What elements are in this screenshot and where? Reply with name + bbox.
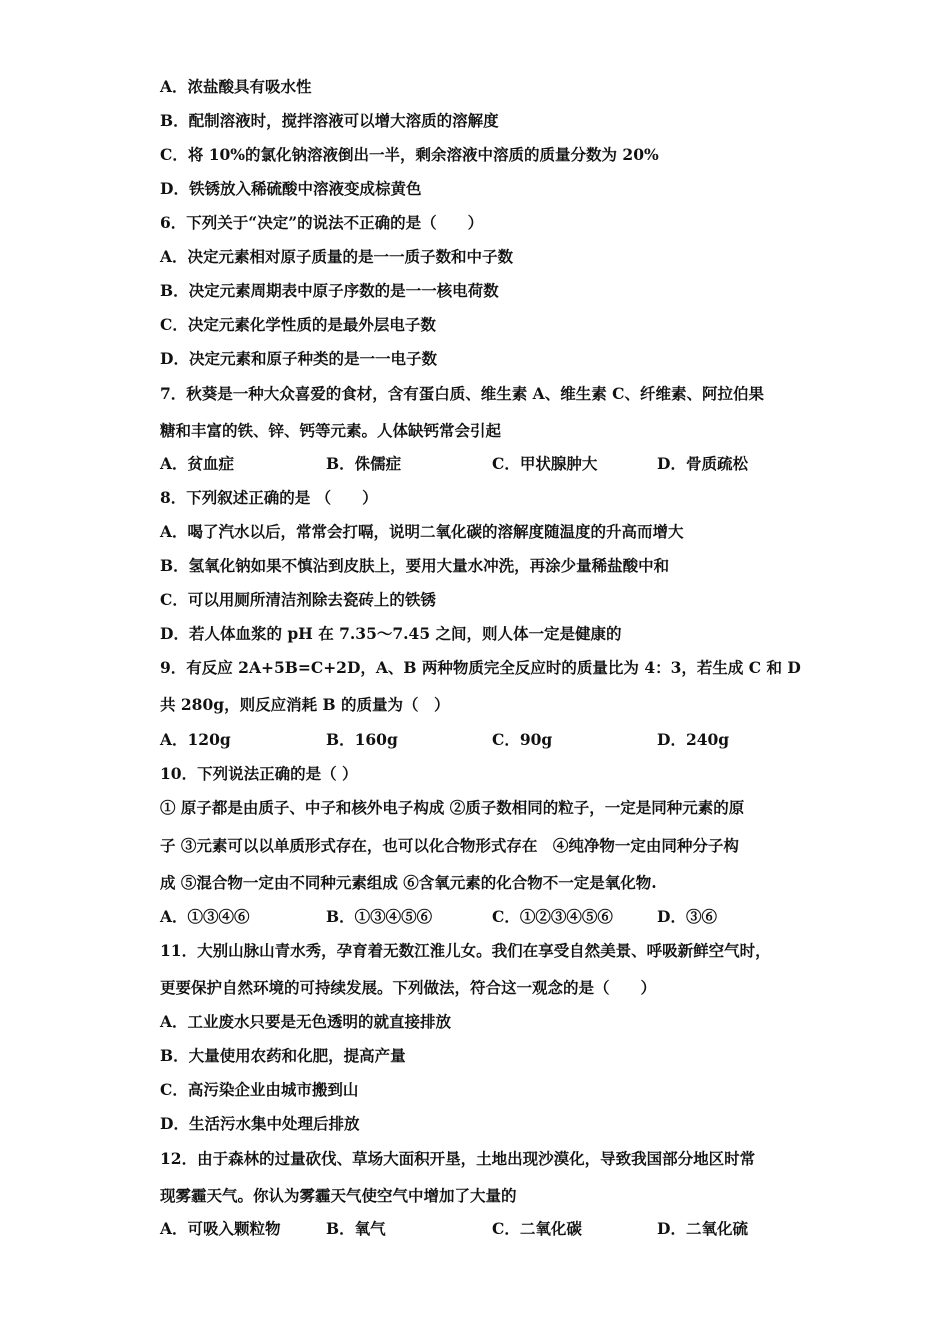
q10-body-line1: ① 原子都是由质子、中子和核外电子构成 ②质子数相同的粒子，一定是同种元素的原 xyxy=(160,798,745,817)
q5-option-d: D．铁锈放入稀硫酸中溶液变成棕黄色 xyxy=(160,179,422,198)
q5-option-c: C．将 10%的氯化钠溶液倒出一半，剩余溶液中溶质的质量分数为 20% xyxy=(160,145,659,164)
q10-body-line3: 成 ⑤混合物一定由不同种元素组成 ⑥含氧元素的化合物不一定是氧化物. xyxy=(160,873,657,892)
q6-option-c: C．决定元素化学性质的是最外层电子数 xyxy=(160,315,436,334)
q10-option-a: A．①③④⑥ xyxy=(160,907,250,926)
q6-option-a: A．决定元素相对原子质量的是一一质子数和中子数 xyxy=(160,247,514,266)
q9-option-d: D．240g xyxy=(657,730,730,749)
q8-option-b: B．氢氧化钠如果不慎沾到皮肤上，要用大量水冲洗，再涂少量稀盐酸中和 xyxy=(160,556,670,575)
q7-stem-line1: 7．秋葵是一种大众喜爱的食材，含有蛋白质、维生素 A、维生素 C、纤维素、阿拉伯果 xyxy=(160,384,764,403)
q9-option-b: B．160g xyxy=(326,730,398,749)
q12-stem-line1: 12．由于森林的过量砍伐、草场大面积开垦，土地出现沙漠化，导致我国部分地区时常 xyxy=(160,1149,756,1168)
q10-body-line2: 子 ③元素可以以单质形式存在，也可以化合物形式存在 ④纯净物一定由同种分子构 xyxy=(160,836,739,855)
q11-stem-line1: 11．大别山脉山青水秀，孕育着无数江淮儿女。我们在享受自然美景、呼吸新鲜空气时， xyxy=(160,941,771,960)
q9-stem-line2: 共 280g，则反应消耗 B 的质量为（ ） xyxy=(160,695,450,714)
q9-stem-line1: 9．有反应 2A+5B=C+2D，A、B 两种物质完全反应时的质量比为 4：3，若生成 C 和 D xyxy=(160,658,801,677)
q11-option-a: A．工业废水只要是无色透明的就直接排放 xyxy=(160,1012,452,1031)
q10-option-c: C．①②③④⑤⑥ xyxy=(492,907,613,926)
q8-option-c: C．可以用厕所清洁剂除去瓷砖上的铁锈 xyxy=(160,590,436,609)
q12-option-d: D．二氧化硫 xyxy=(657,1219,748,1238)
q11-option-b: B．大量使用农药和化肥，提高产量 xyxy=(160,1046,406,1065)
q7-option-b: B．侏儒症 xyxy=(326,454,402,473)
q5-option-a: A．浓盐酸具有吸水性 xyxy=(160,77,312,96)
q12-stem-line2: 现雾霾天气。你认为雾霾天气使空气中增加了大量的 xyxy=(160,1186,517,1205)
q8-stem: 8．下列叙述正确的是 （ ） xyxy=(160,488,378,507)
q11-stem-line2: 更要保护自然环境的可持续发展。下列做法，符合这一观念的是（ ） xyxy=(160,978,657,997)
q8-option-d: D．若人体血浆的 pH 在 7.35～7.45 之间，则人体一定是健康的 xyxy=(160,624,622,643)
q6-stem: 6．下列关于“决定”的说法不正确的是（ ） xyxy=(160,213,484,232)
q11-option-d: D．生活污水集中处理后排放 xyxy=(160,1114,360,1133)
q9-option-a: A．120g xyxy=(160,730,231,749)
q10-option-d: D．③⑥ xyxy=(657,907,717,926)
q10-option-b: B．①③④⑤⑥ xyxy=(326,907,433,926)
q7-option-d: D．骨质疏松 xyxy=(657,454,748,473)
q7-option-a: A．贫血症 xyxy=(160,454,235,473)
q12-option-a: A．可吸入颗粒物 xyxy=(160,1219,281,1238)
q6-option-d: D．决定元素和原子种类的是一一电子数 xyxy=(160,349,437,368)
q12-option-c: C．二氧化碳 xyxy=(492,1219,582,1238)
q7-stem-line2: 糖和丰富的铁、锌、钙等元素。人体缺钙常会引起 xyxy=(160,421,502,440)
q8-option-a: A．喝了汽水以后，常常会打嗝，说明二氧化碳的溶解度随温度的升高而增大 xyxy=(160,522,684,541)
q6-option-b: B．决定元素周期表中原子序数的是一一核电荷数 xyxy=(160,281,499,300)
q5-option-b: B．配制溶液时，搅拌溶液可以增大溶质的溶解度 xyxy=(160,111,499,130)
q11-option-c: C．高污染企业由城市搬到山 xyxy=(160,1080,359,1099)
q10-stem: 10．下列说法正确的是（ ） xyxy=(160,764,358,783)
q12-option-b: B．氧气 xyxy=(326,1219,386,1238)
q7-option-c: C．甲状腺肿大 xyxy=(492,454,598,473)
q9-option-c: C．90g xyxy=(492,730,553,749)
